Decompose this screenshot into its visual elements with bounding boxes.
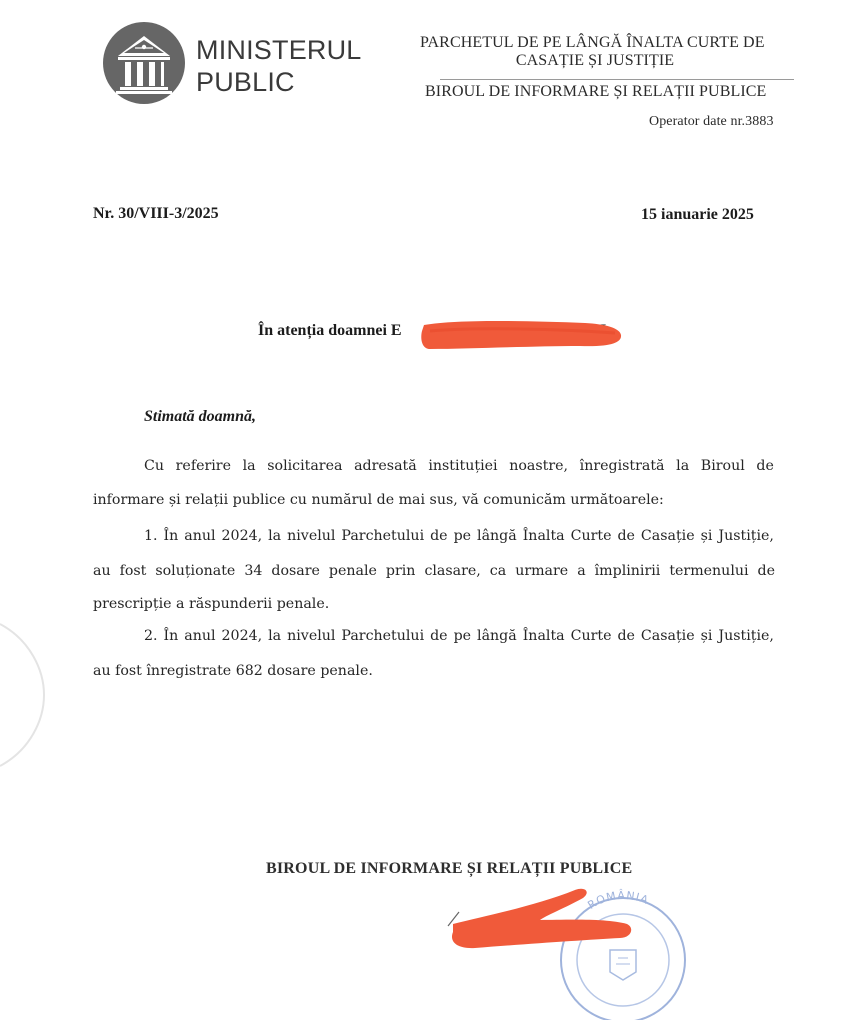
salutation: Stimată doamnă, xyxy=(144,408,257,425)
ministry-logo-emblem xyxy=(102,20,186,106)
paragraph-intro-line2: informare și relații publice cu numărul de mai sus, vă comunicăm următoarele: xyxy=(93,492,664,508)
operator-number: Operator date nr.3883 xyxy=(649,114,774,129)
header-divider xyxy=(440,79,794,80)
body-word: la xyxy=(268,628,282,644)
body-word: de xyxy=(430,528,448,544)
signature-redaction-mark xyxy=(445,886,635,952)
scan-shadow-artifact xyxy=(0,620,46,770)
point-1-line1 xyxy=(144,528,774,544)
body-word: Parchetului xyxy=(341,528,425,544)
body-word: pe xyxy=(453,528,472,544)
body-word: înregistrată xyxy=(579,458,665,474)
point-2-line2: au fost înregistrate 682 dosare penale. xyxy=(93,663,373,679)
body-word: 34 xyxy=(244,563,263,579)
body-word: împlinirii xyxy=(594,563,661,579)
point-1-line3: prescripție a răspunderii penale. xyxy=(93,596,330,612)
registration-number: Nr. 30/VIII-3/2025 xyxy=(93,205,219,222)
body-word: și xyxy=(700,528,713,544)
body-word: nivelul xyxy=(287,528,336,544)
paragraph-intro-line1 xyxy=(144,458,774,474)
body-word: referire xyxy=(175,458,231,474)
body-word: Casație xyxy=(640,628,695,644)
body-word: 2. xyxy=(144,628,158,644)
body-word: și xyxy=(700,628,713,644)
body-word: clasare, xyxy=(424,563,481,579)
body-word: de xyxy=(756,458,774,474)
body-word: anul xyxy=(184,628,216,644)
body-word: În xyxy=(163,628,179,644)
body-word: 2024, xyxy=(221,528,263,544)
body-word: pe xyxy=(453,628,472,644)
body-word: ca xyxy=(489,563,507,579)
body-word: de xyxy=(617,628,635,644)
body-word: Justiție, xyxy=(718,628,774,644)
body-word: Casație xyxy=(640,528,695,544)
body-word: a xyxy=(577,563,586,579)
document-date: 15 ianuarie 2025 xyxy=(641,206,754,223)
point-2-line1 xyxy=(144,628,774,644)
body-word: termenului xyxy=(669,563,749,579)
point-1-line2 xyxy=(93,563,775,579)
body-word: 1. xyxy=(144,528,158,544)
name-redaction-mark xyxy=(420,311,625,357)
body-word: prin xyxy=(385,563,416,579)
addressee-line: În atenția doamnei E xyxy=(258,322,402,339)
signature-office-name: BIROUL DE INFORMARE ȘI RELAȚII PUBLICE xyxy=(266,860,633,877)
body-word: Curte xyxy=(570,528,612,544)
body-word: anul xyxy=(184,528,216,544)
body-word: lângă xyxy=(477,628,517,644)
header-office-name: BIROUL DE INFORMARE ȘI RELAȚII PUBLICE xyxy=(425,83,767,100)
body-word: Curte xyxy=(570,628,612,644)
logo-text-line1: MINISTERUL xyxy=(196,35,362,65)
body-word: la xyxy=(676,458,690,474)
body-word: Înalta xyxy=(522,628,565,644)
body-word: solicitarea xyxy=(267,458,343,474)
body-word: de xyxy=(757,563,775,579)
body-word: la xyxy=(242,458,256,474)
institution-name-line1: PARCHETUL DE PE LÂNGĂ ÎNALTA CURTE DE xyxy=(420,34,765,51)
body-word: noastre, xyxy=(509,458,569,474)
logo-text-line2: PUBLIC xyxy=(196,67,295,97)
body-word: urmare xyxy=(515,563,569,579)
body-word: de xyxy=(430,628,448,644)
body-word: au xyxy=(93,563,111,579)
body-word: fost xyxy=(119,563,147,579)
body-word: Parchetului xyxy=(341,628,425,644)
institution-name-line2: CASAȚIE ȘI JUSTIȚIE xyxy=(515,52,675,69)
body-word: Justiție, xyxy=(718,528,774,544)
body-word: Înalta xyxy=(522,528,565,544)
body-word: lângă xyxy=(477,528,517,544)
body-word: adresată xyxy=(354,458,417,474)
body-word: În xyxy=(163,528,179,544)
body-word: nivelul xyxy=(287,628,336,644)
body-word: dosare xyxy=(271,563,320,579)
body-word: penale xyxy=(328,563,377,579)
body-word: la xyxy=(268,528,282,544)
body-word: Cu xyxy=(144,458,164,474)
body-word: 2024, xyxy=(221,628,263,644)
stamp-text: ROMÂNIA xyxy=(585,888,651,912)
body-word: de xyxy=(617,528,635,544)
body-word: instituției xyxy=(428,458,498,474)
body-word: Biroul xyxy=(700,458,745,474)
body-word: soluționate xyxy=(155,563,236,579)
